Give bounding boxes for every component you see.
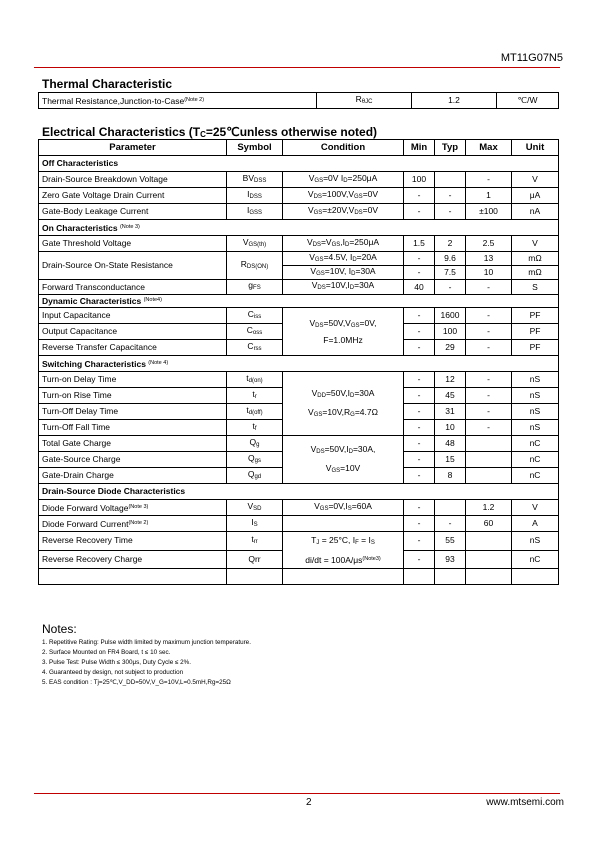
table-row: Zero Gate Voltage Drain Current $I_{DSS}$ $V_{DS}=100V,V_{GS}=0V$ - - 1 μA bbox=[39, 188, 559, 204]
footer-rule bbox=[34, 793, 560, 794]
table-row: Diode Forward Current$^{(Note 2)}$ $I_S$ - - 60 A bbox=[39, 516, 559, 532]
table-row: Gate-Source Charge $Q_{gs}$ - 15 nC bbox=[39, 452, 559, 468]
table-row: Gate-Body Leakage Current $I_{GSS}$ $V_{GS}=\pm 20V,V_{DS}=0V$ - - ±100 nA bbox=[39, 204, 559, 220]
table-header: Parameter Symbol Condition Min Typ Max Unit bbox=[39, 140, 559, 156]
electrical-heading: Electrical Characteristics ($T_C=25℃unless$ otherwise noted) bbox=[42, 125, 378, 139]
table-row: Reverse Recovery Time $t_{rr}$ $T_J = 25^\circ C$, $I_F = I_S$ $di/dt = 100A/\mu s^{(Note3)}$ - 55 nS bbox=[39, 532, 559, 551]
page-number: 2 bbox=[306, 797, 312, 808]
table-row: Turn-Off Fall Time $t_f$ - 10 - nS bbox=[39, 420, 559, 436]
symbol-cell: $R_{\theta JC}$ bbox=[317, 93, 412, 109]
note-item: 3. Pulse Test: Pulse Width ≤ 300μs, Duty Cycle ≤ 2%. bbox=[42, 659, 192, 666]
param-cell: Thermal Resistance,Junction-to-Case$^{(Note 2)}$ bbox=[39, 93, 317, 109]
table-row: Output Capacitance $C_{oss}$ - 100 - PF bbox=[39, 324, 559, 340]
note-item: 1. Repetitive Rating: Pulse width limited by maximum junction temperature. bbox=[42, 639, 251, 646]
note-item: 2. Surface Mounted on FR4 Board, t ≤ 10 sec. bbox=[42, 649, 171, 656]
table-row: Input Capacitance $C_{iss}$ $V_{DS}=50V,V_{GS}=0V$, F=1.0MHz - 1600 - PF bbox=[39, 308, 559, 324]
unit-cell: ℃/W bbox=[497, 93, 559, 109]
table-row: $V_{GS}=10V$, $I_D=30A$ - 7.5 10 mΩ bbox=[39, 266, 559, 280]
table-row: Total Gate Charge $Q_g$ $V_{DS}=50V,I_D=30A$, $V_{GS}=10V$ - 48 nC bbox=[39, 436, 559, 452]
table-row bbox=[39, 569, 559, 585]
table-row: Drain-Source Breakdown Voltage $BV_{DSS}$ $V_{GS}=0V$ $I_D=250\mu A$ 100 - V bbox=[39, 172, 559, 188]
table-row: Gate Threshold Voltage $V_{GS(th)}$ $V_{DS}=V_{GS},I_D=250\mu A$ 1.5 2 2.5 V bbox=[39, 236, 559, 252]
table-row: Diode Forward Voltage$^{(Note 3)}$ $V_{SD}$ $V_{GS}=0V,I_S=60A$ - 1.2 V bbox=[39, 500, 559, 516]
notes-title: Notes: bbox=[42, 622, 77, 636]
thermal-heading: Thermal Characteristic bbox=[42, 77, 173, 91]
table-row: Reverse Transfer Capacitance $C_{rss}$ - 29 - PF bbox=[39, 340, 559, 356]
note-item: 4. Guaranteed by design, not subject to production bbox=[42, 669, 184, 676]
notes-list bbox=[42, 638, 251, 688]
table-row: Reverse Recovery Charge Qrr - 93 nC bbox=[39, 550, 559, 569]
table-row: Gate-Drain Charge $Q_{gd}$ - 8 nC bbox=[39, 468, 559, 484]
table-row: Turn-on Rise Time $t_r$ - 45 - nS bbox=[39, 388, 559, 404]
header-rule bbox=[34, 67, 560, 68]
table-row bbox=[39, 93, 559, 109]
part-number: MT11G07N5 bbox=[500, 52, 563, 64]
table-row: Turn-Off Delay Time $t_{d(off)}$ - 31 - nS bbox=[39, 404, 559, 420]
section-diode: Drain-Source Diode Characteristics bbox=[39, 484, 559, 500]
thermal-table bbox=[38, 92, 559, 109]
table-row: Drain-Source On-State Resistance $R_{DS(ON)}$ $V_{GS}=4.5V$, $I_D=20A$ - 9.6 13 mΩ bbox=[39, 252, 559, 266]
value-cell: 1.2 bbox=[412, 93, 497, 109]
section-on: On Characteristics $^{(Note 3)}$ bbox=[39, 220, 559, 236]
section-off: Off Characteristics bbox=[39, 156, 559, 172]
section-switching: Switching Characteristics $^{(Note 4)}$ bbox=[39, 356, 559, 372]
note-item: 5. EAS condition : Tj=25℃,V_DD=50V,V_G=10V,L=0.5mH,Rg=25Ω bbox=[42, 679, 231, 686]
section-dynamic: Dynamic Characteristics $^{(Note4)}$ bbox=[39, 295, 559, 308]
electrical-table bbox=[38, 139, 559, 585]
table-row: Forward Transconductance $g_{FS}$ $V_{DS}=10V,I_D=30A$ 40 - - S bbox=[39, 280, 559, 295]
website-link[interactable]: www.mtsemi.com bbox=[486, 797, 564, 808]
table-row: Turn-on Delay Time $t_{d(on)}$ $V_{DD}=50V,I_D=30A$ $V_{GS}=10V,R_G=4.7\Omega$ - 12 - nS bbox=[39, 372, 559, 388]
